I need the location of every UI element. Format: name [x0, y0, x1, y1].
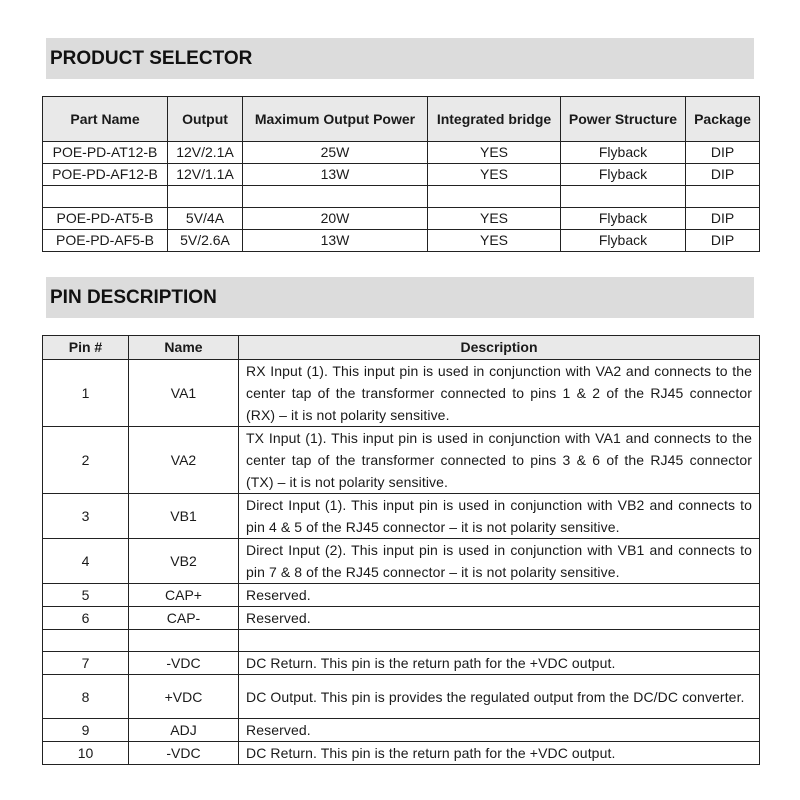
- table-row: [43, 360, 760, 427]
- pin-number-cell: 10: [43, 742, 129, 765]
- pin-name-cell: +VDC: [129, 675, 239, 719]
- pin-name-cell: CAP+: [129, 584, 239, 607]
- table-row: [43, 186, 760, 208]
- table-row: [43, 742, 760, 765]
- product-selector-heading: PRODUCT SELECTOR: [46, 38, 754, 79]
- pin-description-cell: DC Output. This pin is provides the regulated output from the DC/DC converter.: [239, 675, 760, 719]
- table-cell: DIP: [686, 164, 760, 186]
- table-cell: 12V/1.1A: [168, 164, 243, 186]
- table-cell: 20W: [243, 208, 428, 230]
- table-row: [43, 164, 760, 186]
- table-cell: DIP: [686, 230, 760, 252]
- col-header-part-name: Part Name: [43, 97, 168, 142]
- table-row: [43, 142, 760, 164]
- pin-description-cell: DC Return. This pin is the return path for the +VDC output.: [239, 742, 760, 765]
- pin-description-cell: [239, 630, 760, 652]
- table-row: [43, 607, 760, 630]
- col-header-description: Description: [239, 336, 760, 360]
- table-row: [43, 719, 760, 742]
- pin-name-cell: VA2: [129, 427, 239, 494]
- pin-description-cell: DC Return. This pin is the return path for the +VDC output.: [239, 652, 760, 675]
- table-header-row: [43, 97, 760, 142]
- pin-number-cell: 5: [43, 584, 129, 607]
- pin-name-cell: CAP-: [129, 607, 239, 630]
- table-row: [43, 584, 760, 607]
- pin-number-cell: 7: [43, 652, 129, 675]
- table-row: [43, 427, 760, 494]
- table-row: [43, 494, 760, 539]
- col-header-name: Name: [129, 336, 239, 360]
- table-cell: YES: [428, 230, 561, 252]
- table-cell: Flyback: [561, 230, 686, 252]
- table-row: [43, 539, 760, 584]
- pin-description-cell: Direct Input (2). This input pin is used in conjunction with VB1 and connects to pin 7 & 8 of the RJ45 connector – it is not polarity sensitive.: [239, 539, 760, 584]
- pin-number-cell: 1: [43, 360, 129, 427]
- table-cell: Flyback: [561, 208, 686, 230]
- col-header-integrated-bridge: Integrated bridge: [428, 97, 561, 142]
- pin-description-cell: Reserved.: [239, 607, 760, 630]
- table-cell: YES: [428, 164, 561, 186]
- pin-number-cell: 9: [43, 719, 129, 742]
- table-cell: POE-PD-AT12-B: [43, 142, 168, 164]
- table-cell: DIP: [686, 142, 760, 164]
- col-header-pin-number: Pin #: [43, 336, 129, 360]
- table-cell: Flyback: [561, 142, 686, 164]
- table-cell: POE-PD-AT5-B: [43, 208, 168, 230]
- table-cell: [428, 186, 561, 208]
- pin-number-cell: [43, 630, 129, 652]
- col-header-max-output-power: Maximum Output Power: [243, 97, 428, 142]
- table-cell: 5V/2.6A: [168, 230, 243, 252]
- pin-description-cell: Direct Input (1). This input pin is used in conjunction with VB2 and connects to pin 4 & 5 of the RJ45 connector – it is not polarity sensitive.: [239, 494, 760, 539]
- table-cell: [43, 186, 168, 208]
- pin-description-cell: Reserved.: [239, 584, 760, 607]
- pin-description-table: [42, 335, 760, 765]
- table-cell: DIP: [686, 208, 760, 230]
- table-cell: 13W: [243, 164, 428, 186]
- pin-description-cell: TX Input (1). This input pin is used in conjunction with VA1 and connects to the center tap of the transformer connected to pins 3 & 6 of the RJ45 connector (TX) – it is not polarity sensitive.: [239, 427, 760, 494]
- pin-name-cell: -VDC: [129, 742, 239, 765]
- pin-number-cell: 8: [43, 675, 129, 719]
- col-header-package: Package: [686, 97, 760, 142]
- col-header-output: Output: [168, 97, 243, 142]
- pin-number-cell: 4: [43, 539, 129, 584]
- pin-name-cell: -VDC: [129, 652, 239, 675]
- table-cell: YES: [428, 142, 561, 164]
- pin-number-cell: 3: [43, 494, 129, 539]
- product-selector-table: [42, 96, 760, 252]
- pin-number-cell: 6: [43, 607, 129, 630]
- table-row: [43, 230, 760, 252]
- pin-description-cell: RX Input (1). This input pin is used in conjunction with VA2 and connects to the center tap of the transformer connected to pins 1 & 2 of the RJ45 connector (RX) – it is not polarity sensitive.: [239, 360, 760, 427]
- pin-number-cell: 2: [43, 427, 129, 494]
- pin-name-cell: ADJ: [129, 719, 239, 742]
- pin-description-heading: PIN DESCRIPTION: [46, 277, 754, 318]
- table-cell: Flyback: [561, 164, 686, 186]
- table-cell: 5V/4A: [168, 208, 243, 230]
- table-row: [43, 630, 760, 652]
- table-row: [43, 208, 760, 230]
- col-header-power-structure: Power Structure: [561, 97, 686, 142]
- table-cell: YES: [428, 208, 561, 230]
- table-cell: [686, 186, 760, 208]
- table-header-row: [43, 336, 760, 360]
- table-cell: 13W: [243, 230, 428, 252]
- table-cell: POE-PD-AF5-B: [43, 230, 168, 252]
- pin-name-cell: [129, 630, 239, 652]
- table-cell: 25W: [243, 142, 428, 164]
- pin-name-cell: VB1: [129, 494, 239, 539]
- pin-name-cell: VB2: [129, 539, 239, 584]
- table-row: [43, 652, 760, 675]
- pin-description-cell: Reserved.: [239, 719, 760, 742]
- table-cell: [243, 186, 428, 208]
- table-cell: [168, 186, 243, 208]
- table-cell: POE-PD-AF12-B: [43, 164, 168, 186]
- pin-name-cell: VA1: [129, 360, 239, 427]
- table-cell: 12V/2.1A: [168, 142, 243, 164]
- table-cell: [561, 186, 686, 208]
- table-row: [43, 675, 760, 719]
